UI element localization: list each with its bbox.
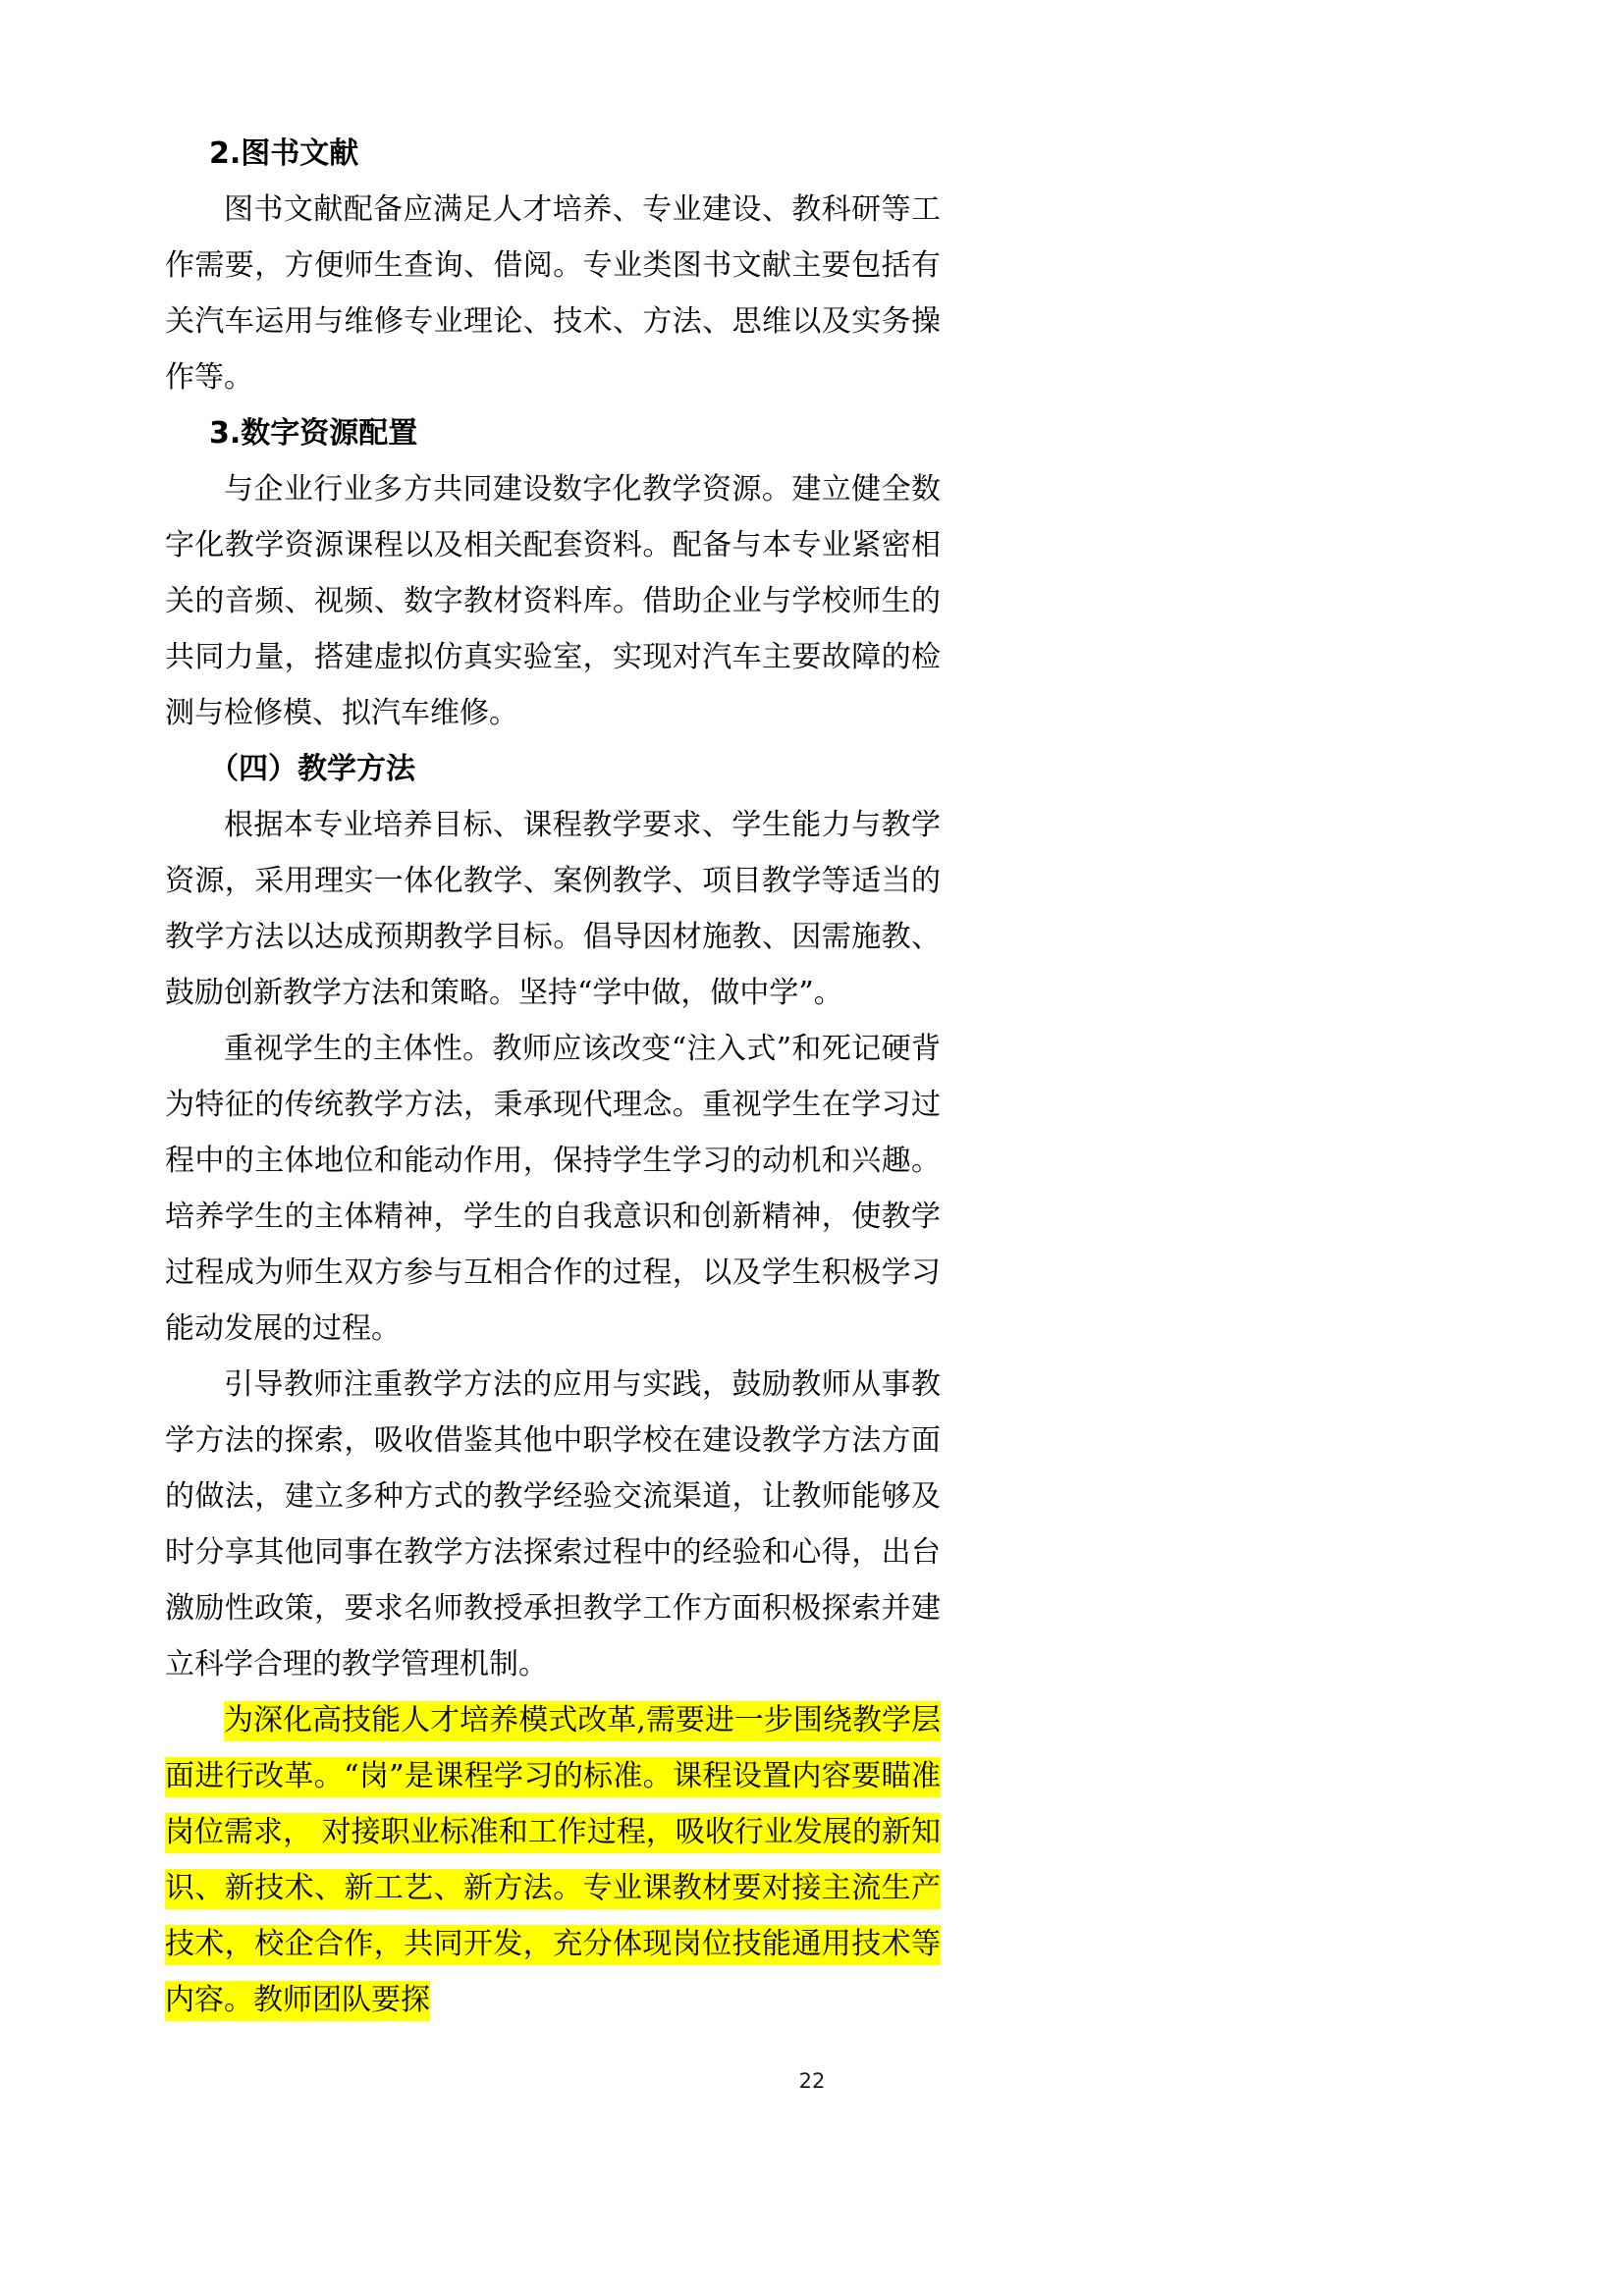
paragraph-shuzi-ziyuan-peizhi: 与企业行业多方共同建设数字化教学资源。建立健全数字化教学资源课程以及相关配套资料。配备与本专业紧密相关的音频、视频、数字教材资料库。借助企业与学校师生的共同力量，搭建虚拟仿真实验室，实现对汽车主要故障的检测与检修模、拟汽车维修。 bbox=[165, 472, 941, 730]
heading-jiaoxue-fangfa: （四）教学方法 bbox=[209, 752, 415, 786]
paragraph-jiaoxue-fangfa-highlighted bbox=[165, 1692, 941, 2028]
heading-shuzi-ziyuan-peizhi: 3.数字资源配置 bbox=[209, 416, 418, 451]
highlighted-text-run: 为深化高技能人才培养模式改革,需要进一步围绕教学层面进行改革。“岗”是课程学习的标准。课程设置内容要瞄准岗位需求， 对接职业标准和工作过程，吸收行业发展的新知识、新技术、新工艺、新方法。专业课教材要对接主流生产技术，校企合作，共同开发，充分体现岗位技能通用技术等内容。教师团队要探 bbox=[165, 1701, 941, 2021]
page-footer bbox=[0, 2069, 1624, 2093]
page-number: 22 bbox=[798, 2069, 826, 2093]
heading-tushu-wenxian: 2.图书文献 bbox=[209, 136, 359, 171]
paragraph-jiaoxue-fangfa-3: 引导教师注重教学方法的应用与实践，鼓励教师从事教学方法的探索，吸收借鉴其他中职学校在建设教学方法方面的做法，建立多种方式的教学经验交流渠道，让教师能够及时分享其他同事在教学方法探索过程中的经验和心得，出台激励性政策，要求名师教授承担教学工作方面积极探索并建立科学合理的教学管理机制。 bbox=[165, 1367, 941, 1682]
paragraph-jiaoxue-fangfa-2: 重视学生的主体性。教师应该改变“注入式”和死记硬背为特征的传统教学方法，秉承现代理念。重视学生在学习过程中的主体地位和能动作用，保持学生学习的动机和兴趣。培养学生的主体精神，学生的自我意识和创新精神，使教学过程成为师生双方参与互相合作的过程，以及学生积极学习能动发展的过程。 bbox=[165, 1032, 941, 1346]
page-content bbox=[165, 126, 941, 2028]
paragraph-tushu-wenxian: 图书文献配备应满足人才培养、专业建设、教科研等工作需要，方便师生查询、借阅。专业类图书文献主要包括有关汽车运用与维修专业理论、技术、方法、思维以及实务操作等。 bbox=[165, 192, 941, 395]
paragraph-jiaoxue-fangfa-1: 根据本专业培养目标、课程教学要求、学生能力与教学资源，采用理实一体化教学、案例教学、项目教学等适当的教学方法以达成预期教学目标。倡导因材施教、因需施教、鼓励创新教学方法和策略。坚持“学中做，做中学”。 bbox=[165, 808, 941, 1010]
